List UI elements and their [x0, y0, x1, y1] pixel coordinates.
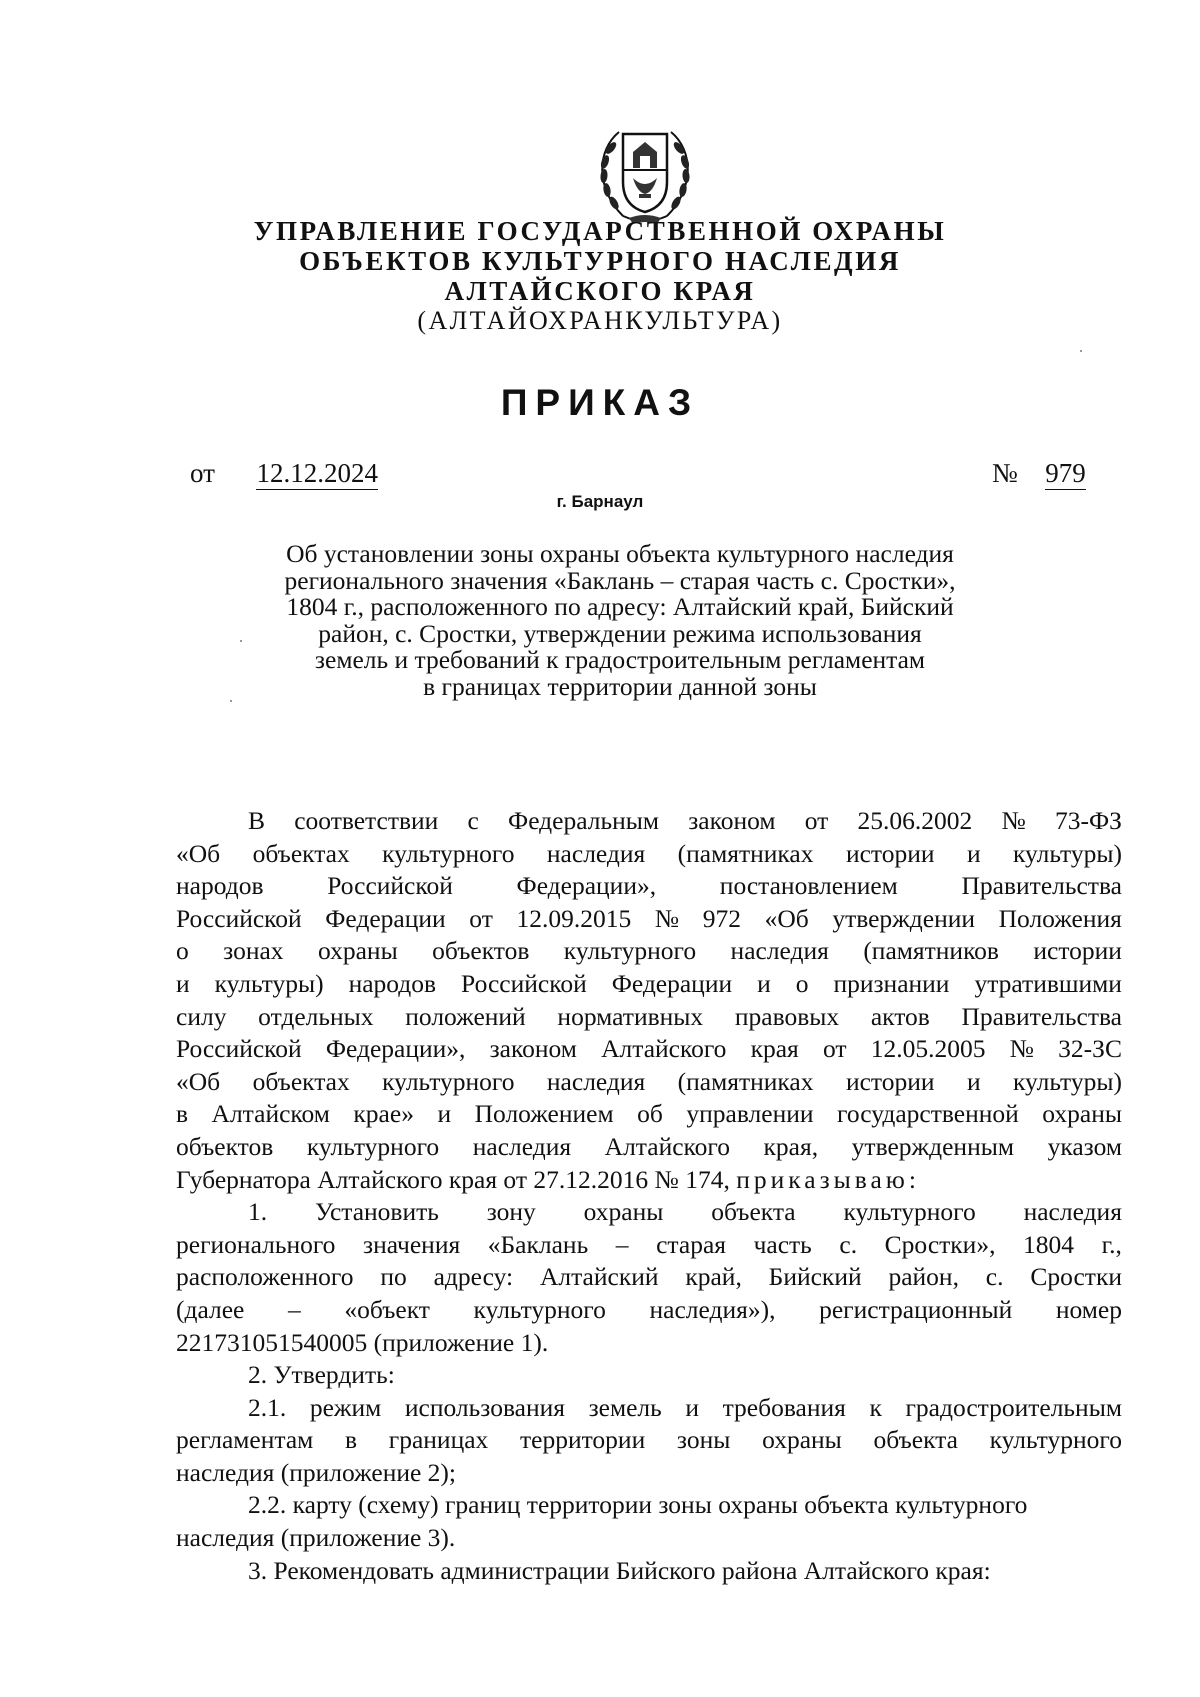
number-row	[992, 458, 1086, 488]
org-short-name: (АЛТАЙОХРАНКУЛЬТУРА)	[417, 306, 783, 335]
text-line: «Об объектах культурного наследия (памятниках истории и культуры)	[176, 838, 1122, 868]
text-line: в Алтайском крае» и Положением об управлении государственной охраны	[176, 1099, 1122, 1129]
text-line: регламентам в границах территории зоны охраны объекта культурного	[176, 1425, 1122, 1455]
text-line: Российской Федерации от 12.09.2015 № 972 «Об утверждении Положения	[176, 903, 1122, 933]
item-2-2-last-line: наследия (приложение 3).	[176, 1523, 456, 1553]
org-name-line-2: ОБЪЕКТОВ КУЛЬТУРНОГО НАСЛЕДИЯ	[299, 246, 901, 276]
text-line: объектов культурного наследия Алтайского края, утвержденным указом	[176, 1131, 1122, 1161]
document-type-title: ПРИКАЗ	[500, 382, 700, 423]
number-label: №	[992, 458, 1018, 488]
text-line: 2.1. режим использования земель и требования к градостроительным	[248, 1392, 1122, 1422]
text-line: и культуры) народов Российской Федерации и о признании утратившими	[176, 968, 1122, 998]
org-name-line-1: УПРАВЛЕНИЕ ГОСУДАРСТВЕННОЙ ОХРАНЫ	[253, 216, 947, 246]
item-1-last-line: 221731051540005 (приложение 1).	[176, 1327, 549, 1357]
scan-speck	[240, 640, 242, 642]
item-2: 2. Утвердить:	[248, 1360, 395, 1390]
document-subject	[220, 541, 1020, 700]
scan-speck	[230, 700, 232, 702]
org-name-line-3: АЛТАЙСКОГО КРАЯ	[444, 276, 756, 306]
subject-line: в границах территории данной зоны	[423, 671, 817, 701]
scan-speck	[1080, 350, 1082, 352]
text-line: Российской Федерации», законом Алтайского края от 12.05.2005 № 32-ЗС	[176, 1034, 1122, 1064]
subject-line: регионального значения «Баклань – старая часть с. Сростки»,	[284, 565, 956, 595]
document-date: 12.12.2024	[256, 458, 378, 488]
order-word: приказываю:	[736, 1164, 920, 1194]
date-label: от	[190, 458, 215, 488]
text-line: регионального значения «Баклань – старая часть с. Сростки», 1804 г.,	[176, 1229, 1122, 1259]
city: г. Барнаул	[556, 492, 644, 511]
preamble-last-line	[176, 1164, 1122, 1197]
item-3: 3. Рекомендовать администрации Бийского района Алтайского края:	[248, 1555, 991, 1585]
text-line: 1. Установить зону охраны объекта культурного наследия	[248, 1197, 1122, 1227]
subject-line: Об установлении зоны охраны объекта культурного наследия	[286, 539, 954, 568]
text-line: силу отдельных положений нормативных правовых актов Правительства	[176, 1001, 1122, 1031]
text-line: «Об объектах культурного наследия (памятниках истории и культуры)	[176, 1066, 1122, 1096]
item-2-1-paragraph	[176, 1392, 1122, 1457]
preamble-last-text: Губернатора Алтайского края от 27.12.2016 № 174,	[176, 1164, 730, 1194]
text-line: В соответствии с Федеральным законом от 25.06.2002 № 73-ФЗ	[248, 806, 1122, 835]
item-2-1-last-line: наследия (приложение 2);	[176, 1457, 457, 1487]
text-line: народов Российской Федерации», постановлением Правительства	[176, 871, 1122, 901]
subject-line: 1804 г., расположенного по адресу: Алтайский край, Бийский	[286, 592, 954, 621]
date-row	[190, 458, 378, 488]
item-2-2-first-line: 2.2. карту (схему) границ территории зоны охраны объекта культурного	[248, 1490, 1028, 1520]
preamble-paragraph	[176, 805, 1122, 1164]
text-line: о зонах охраны объектов культурного наследия (памятников истории	[176, 936, 1122, 966]
subject-line: район, с. Сростки, утверждении режима использования	[318, 618, 922, 648]
document-number: 979	[1045, 458, 1086, 488]
subject-line: земель и требований к градостроительным регламентам	[314, 645, 926, 674]
document-body	[176, 805, 1122, 1587]
item-1-paragraph	[176, 1196, 1122, 1326]
text-line: (далее – «объект культурного наследия»), регистрационный номер	[176, 1294, 1122, 1324]
text-line: расположенного по адресу: Алтайский край, Бийский район, с. Сростки	[176, 1262, 1122, 1292]
